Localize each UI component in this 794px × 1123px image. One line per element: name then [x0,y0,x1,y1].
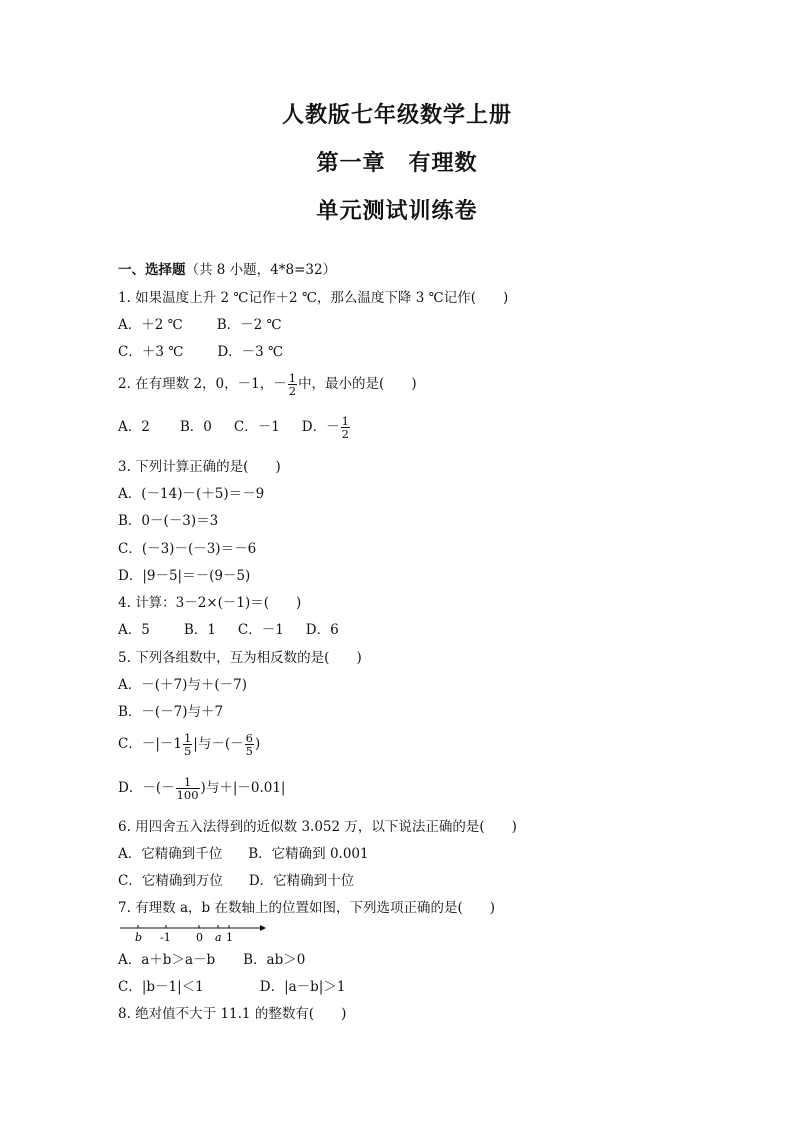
q5-option-c [118,732,260,757]
q5-d-pre: D．－(－ [118,780,175,796]
label-b: b [135,931,143,944]
q5-c-post: ) [254,736,261,752]
q6-option-d: D．它精确到十位 [248,873,355,889]
section-info: （共 8 小题，4*8=32） [185,262,337,278]
q2-option-a: A．2 [118,419,150,435]
q7-option-c: C．|b－1|＜1 [118,979,204,995]
q1-option-d: D．－3 ℃ [217,344,284,360]
q3-stem: 3. 下列计算正确的是( ) [118,459,281,475]
label-a: a [215,931,222,944]
q5-d-den: 100 [176,788,199,802]
chapter-title: 第一章 有理数 [316,151,478,176]
q5-stem: 5. 下列各组数中，互为相反数的是( ) [118,650,362,666]
q5-c-mid: |与－(－ [193,736,244,752]
q5-c-den1: 5 [183,744,192,758]
q7-options-row2 [118,978,345,996]
q5-c-fraction2 [245,732,254,757]
q3-option-b: B．0－(－3)＝3 [118,513,219,529]
q5-c-num1: 1 [183,731,192,745]
section-heading [118,261,336,279]
q6-option-c: C．它精确到万位 [118,873,223,889]
q5-d-post: )与＋|－0.01| [200,780,286,796]
q8-stem: 8. 绝对值不大于 11.1 的整数有( ) [118,1006,347,1022]
q6-option-a: A．它精确到千位 [118,846,223,862]
q1-option-a: A．＋2 ℃ [118,317,183,333]
q6-stem: 6. 用四舍五入法得到的近似数 3.052 万，以下说法正确的是( ) [118,819,517,835]
q4-options [118,621,339,639]
q2-option-d [301,414,351,441]
q4-option-b: B．1 [183,622,216,638]
q2-frac-num: 1 [288,371,297,385]
q2-option-c: C．－1 [233,419,280,435]
q4-option-c: C．－1 [237,622,284,638]
label-one: 1 [226,931,233,944]
q5-d-num: 1 [176,776,200,789]
q4-stem: 4. 计算：3－2×(－1)＝( ) [118,595,302,611]
q5-option-b: B．－(－7)与＋7 [118,704,224,720]
label-minus-one: -1 [160,931,171,944]
q2-options [118,415,351,440]
q5-option-d [118,776,285,801]
q2-d-num: 1 [341,414,349,428]
q7-stem: 7. 有理数 a，b 在数轴上的位置如图，下列选项正确的是( ) [118,900,495,916]
q2-stem-pre: 2. 在有理数 2，0，－1，－ [118,376,287,392]
q2-d-den: 2 [341,427,349,441]
q5-option-a: A．－(＋7)与＋(－7) [118,677,247,693]
q4-option-a: A．5 [118,622,150,638]
number-line-arrow [260,925,266,931]
q7-option-d: D．|a－b|＞1 [259,979,346,995]
q5-c-fraction1 [183,732,192,757]
q1-stem: 1. 如果温度上升 2 ℃记作＋2 ℃，那么温度下降 3 ℃记作( ) [118,290,509,306]
q2-fraction [288,372,297,397]
q6-options-row2 [118,872,354,890]
q2-stem-post: 中，最小的是( ) [298,376,417,392]
q7-option-b: B．ab＞0 [243,952,306,968]
q5-c-num2: 6 [245,731,253,745]
q7-option-a: A．a＋b＞a－b [118,952,216,968]
q5-c-den2: 5 [245,744,253,758]
label-zero: 0 [196,931,203,944]
q3-option-d: D．|9－5|＝－(9－5) [118,568,251,584]
q2-option-d-pre: D．－ [301,419,340,435]
q4-option-d: D．6 [305,622,339,638]
q3-option-c: C．(－3)－(－3)＝－6 [118,541,257,557]
q2-option-b: B．0 [179,419,212,435]
q2-frac-den: 2 [288,384,297,398]
q3-option-a: A．(－14)－(＋5)＝－9 [118,486,265,502]
q5-c-pre: C．－|－1 [118,736,182,752]
section-name: 一、选择题 [118,262,186,278]
q1-option-b: B．－2 ℃ [216,317,282,333]
q2-stem [118,372,417,397]
q1-option-c: C．＋3 ℃ [118,344,184,360]
doc-title: 人教版七年级数学上册 [281,103,512,128]
q7-options-row1 [118,951,305,969]
q5-d-fraction [176,776,200,801]
q6-option-b: B．它精确到 0.001 [248,846,369,862]
number-line-figure [118,918,278,944]
test-title: 单元测试训练卷 [316,199,478,224]
q6-options-row1 [118,845,369,863]
q1-options-row1 [118,316,282,334]
q2-option-d-fraction [341,415,350,440]
q1-options-row2 [118,343,283,361]
